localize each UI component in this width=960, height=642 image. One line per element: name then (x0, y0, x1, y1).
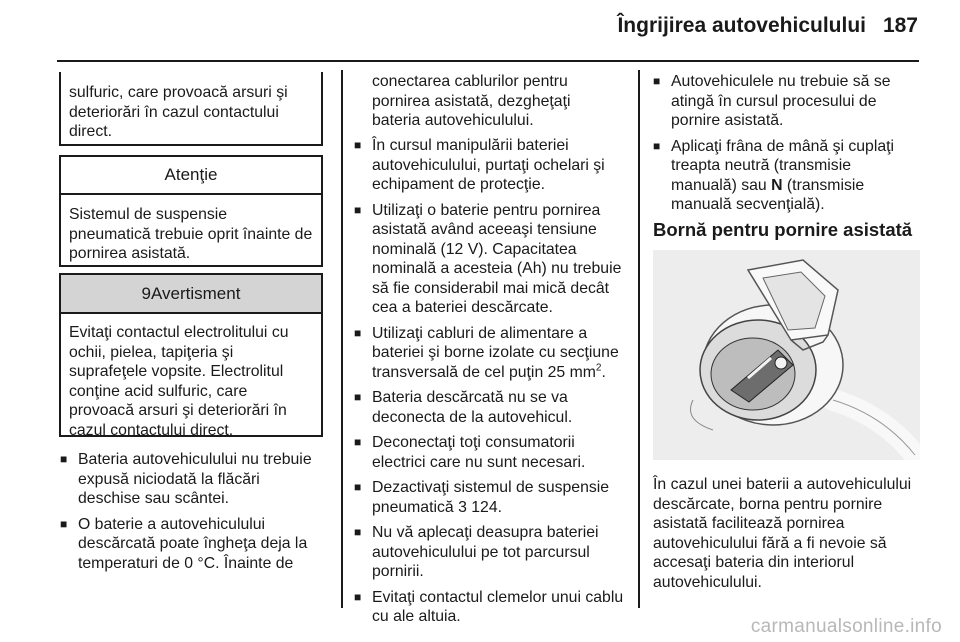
column-divider-1 (341, 70, 343, 608)
bullet-square-icon: ■ (354, 480, 362, 494)
warning-header (61, 275, 321, 314)
list-item (354, 201, 626, 318)
list-item-text-end: . (601, 363, 606, 381)
list-item-text: O baterie a autovehiculului descărcată poate îngheţa deja la temperaturi de 0 °C. Înainte de (78, 515, 308, 572)
list-item-text: Deconectaţi toţi consumatorii electrici care nu sunt necesari. (372, 434, 586, 471)
bullet-square-icon: ■ (354, 325, 362, 340)
list-item (354, 478, 626, 517)
list-item (653, 72, 905, 131)
bullet-square-icon: ■ (354, 138, 362, 152)
bullet-square-icon: ■ (60, 516, 68, 531)
page-header (0, 0, 960, 62)
list-item-text: Utilizaţi o baterie pentru pornirea asistată având aceeaşi tensiune nominală (12 V). Capacitatea nominală a acesteia (Ah) nu trebuie să fie considerabil mai mică decât cea a bateriei descărcate. (372, 201, 622, 316)
list-item (354, 388, 626, 427)
section-heading: Bornă pentru pornire asistată (653, 219, 913, 240)
warning-text: Evitaţi contactul electrolitului cu ochii, pielea, tapiţeria şi suprafeţele vopsite. Electrolitul conţine acid sulfuric, care provoacă arsuri şi deteriorări în cazul contactului direct. (69, 324, 289, 439)
list-item (354, 433, 626, 472)
list-item (60, 450, 326, 509)
cross-reference-icon: 3 (458, 498, 467, 516)
list-item (354, 523, 626, 582)
list-item (653, 137, 905, 215)
list-item-text: (transmisie manuală secvenţială). (671, 176, 865, 213)
continued-warning-box (59, 72, 323, 146)
gear-letter: N (771, 176, 783, 194)
page-number: 187 (882, 14, 918, 37)
jump-start-terminal-illustration (653, 250, 920, 460)
middle-bullet-list (354, 136, 626, 633)
paragraph: În cazul unei baterii a autovehiculului descărcate, borna pentru pornire asistată facilitează pornirea autovehiculului fără a fi nevoie să accesaţi bateria din interiorul autovehiculului. (653, 476, 912, 591)
bullet-square-icon: ■ (354, 390, 362, 404)
warning-box (59, 273, 323, 437)
caution-box (59, 155, 323, 267)
list-item-text: Evitaţi contactul clemelor unui cablu cu ale altuia. (372, 588, 624, 625)
bullet-square-icon: ■ (354, 525, 362, 539)
list-item (354, 588, 626, 627)
left-bullet-list (60, 450, 326, 579)
bullet-square-icon: ■ (354, 435, 362, 449)
cross-reference-link[interactable]: 124. (471, 498, 502, 516)
warning-title: Avertisment (151, 284, 241, 303)
superscript: 2 (595, 362, 602, 374)
list-item (60, 515, 326, 574)
header-title: Îngrijirea autovehiculului (617, 14, 866, 37)
bullet-square-icon: ■ (653, 74, 661, 88)
list-item-text: Nu vă aplecaţi deasupra bateriei autovehiculului pe tot parcursul pornirii. (372, 524, 599, 580)
caution-text: Sistemul de suspensie pneumatică trebuie oprit înainte de pornirea asistată. (69, 206, 313, 262)
list-item-text: Utilizaţi cabluri de alimentare a bateriei şi borne izolate cu secţiune transversală de cel puţin 25 mm (372, 324, 619, 381)
bullet-square-icon: ■ (354, 589, 362, 604)
list-item (354, 324, 626, 383)
right-bullet-list (653, 72, 905, 221)
continuation-text: conectarea cablurilor pentru pornirea asistată, dezgheţaţi bateria autovehiculului. (372, 73, 571, 129)
caution-title: Atenţie (61, 157, 321, 195)
watermark: carmanualsonline.info (750, 616, 942, 637)
list-item-text: Dezactivaţi sistemul de suspensie pneumatică (372, 479, 610, 516)
bullet-square-icon: ■ (354, 202, 362, 217)
list-item-text: Autovehiculele nu trebuie să se atingă în cursul procesului de pornire asistată. (671, 73, 891, 129)
continued-warning-text: sulfuric, care provoacă arsuri şi deteriorări în cazul contactului direct. (69, 84, 288, 140)
list-item-text: În cursul manipulării bateriei autovehiculului, purtaţi ochelari şi echipament de protecţie. (372, 137, 605, 193)
list-item-text: Bateria descărcată nu se va deconecta de la autovehicul. (372, 389, 573, 426)
bullet-square-icon: ■ (653, 138, 661, 153)
list-item-text: Bateria autovehiculului nu trebuie expusă niciodată la flăcări deschise sau scântei. (78, 451, 312, 507)
list-item (354, 136, 626, 195)
warning-triangle-icon: 9 (141, 284, 151, 303)
terminal-cap-icon (653, 250, 920, 460)
list-item-text: Aplicaţi frâna de mână şi cuplaţi treapta neutră (transmisie manuală) sau (671, 137, 895, 194)
column-divider-2 (638, 70, 640, 608)
bullet-square-icon: ■ (60, 452, 68, 466)
header-rule (57, 60, 919, 62)
